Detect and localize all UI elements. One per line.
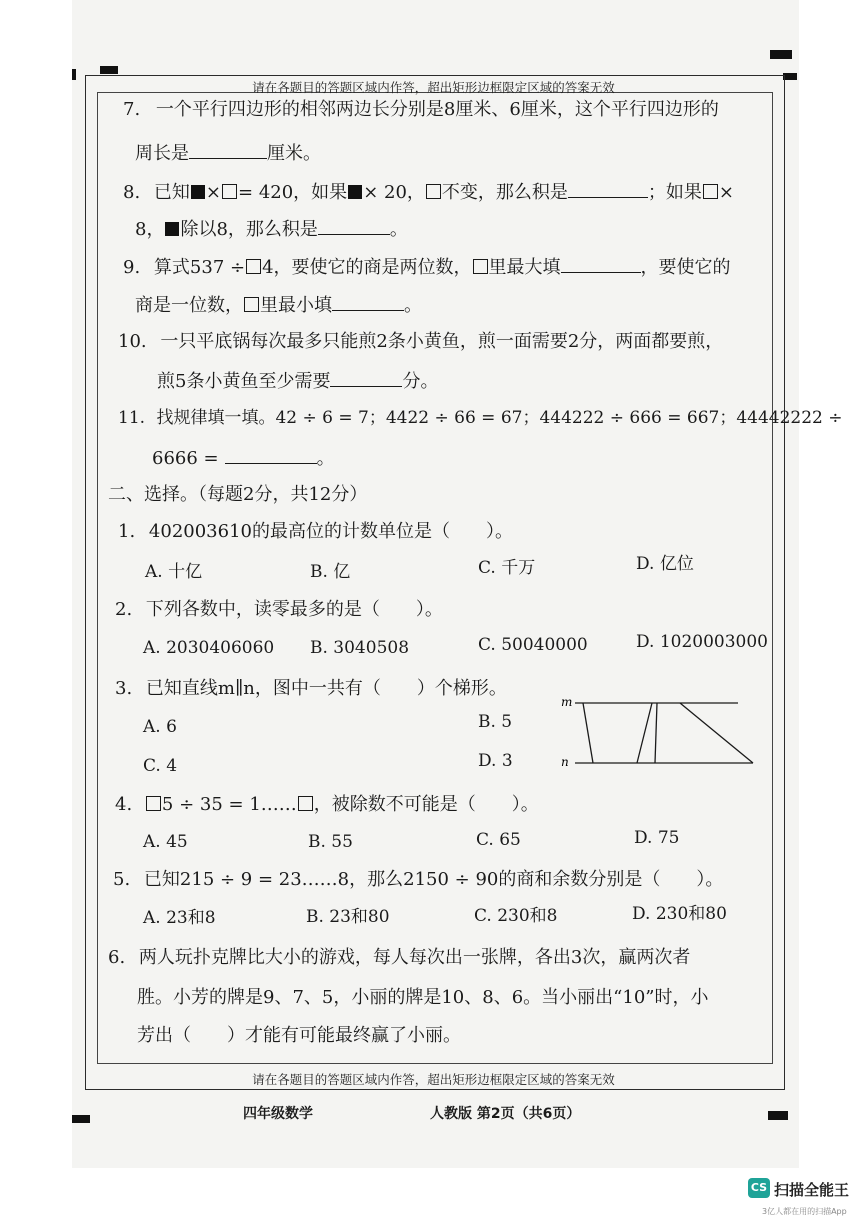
option-c[interactable]: C. 4	[143, 756, 178, 776]
option-d[interactable]: D. 亿位	[636, 554, 694, 574]
option-b[interactable]: B. 23和80	[306, 907, 390, 927]
question-8-line2	[135, 218, 408, 239]
choice-question-4	[115, 796, 539, 814]
question-text: 找规律填一填。42 ÷ 6 = 7；4422 ÷ 66 = 67；444222 ÷ 666 = 667；44442222 ÷	[156, 408, 843, 428]
question-text: ，要使它的	[640, 257, 731, 278]
option-d[interactable]: D. 75	[634, 828, 680, 848]
line-m-label: m	[561, 695, 573, 709]
answer-blank[interactable]	[318, 218, 390, 235]
footer-page: 人教版 第2页（共6页）	[430, 1106, 581, 1122]
option-a[interactable]: A. 23和8	[143, 908, 216, 928]
question-text: 分。	[402, 371, 439, 392]
choice-question-1	[118, 523, 513, 541]
question-text: 商是一位数，	[135, 295, 243, 316]
empty-square-symbol	[298, 796, 313, 811]
option-b[interactable]: B. 55	[308, 832, 353, 852]
question-number: 7.	[123, 99, 141, 120]
question-text: 一个平行四边形的相邻两边长分别是8厘米、6厘米，这个平行四边形的	[155, 99, 719, 120]
footer-subject: 四年级数学	[243, 1106, 313, 1122]
question-text: = 420，如果	[238, 182, 348, 203]
answer-blank[interactable]	[561, 256, 641, 273]
question-text: 已知215 ÷ 9 = 23……8，那么2150 ÷ 90的商和余数分别是（ ）。	[143, 869, 724, 890]
question-number: 6.	[108, 947, 126, 968]
question-number: 9.	[123, 257, 141, 278]
question-text: 8，	[135, 219, 165, 240]
option-d[interactable]: D. 1020003000	[636, 632, 768, 652]
question-text: 下列各数中，读零最多的是（ ）。	[145, 599, 443, 620]
question-text: 6666 =	[152, 448, 219, 469]
question-9-line2	[135, 294, 422, 315]
option-b[interactable]: B. 3040508	[310, 638, 410, 658]
option-a[interactable]: A. 2030406060	[143, 638, 275, 658]
question-text: ×	[205, 182, 222, 203]
option-c[interactable]: C. 230和8	[474, 906, 558, 926]
answer-blank[interactable]	[225, 447, 317, 464]
segment	[583, 703, 593, 763]
question-text: × 20，	[363, 182, 425, 203]
empty-square-symbol	[244, 297, 259, 312]
question-text: 5 ÷ 35 = 1……	[161, 794, 297, 815]
camscanner-name: 扫描全能王	[774, 1181, 850, 1199]
question-9	[123, 256, 731, 277]
question-text: 已知	[153, 182, 190, 203]
question-11	[118, 410, 843, 427]
question-text: ；如果	[647, 182, 702, 203]
choice-question-2	[115, 601, 443, 619]
segment	[655, 703, 657, 763]
choice-question-6	[108, 949, 690, 967]
question-text: ×	[718, 182, 734, 203]
question-text: 煎5条小黄鱼至少需要	[157, 371, 331, 392]
question-8	[123, 181, 734, 202]
question-number: 11.	[118, 408, 146, 428]
empty-square-symbol	[703, 184, 718, 199]
question-7-line2	[135, 142, 321, 163]
question-text: 4，要使它的商是两位数，	[262, 257, 472, 278]
question-number: 8.	[123, 182, 141, 203]
segment	[637, 703, 652, 763]
question-text: 里最小填	[260, 295, 332, 316]
empty-square-symbol	[222, 184, 237, 199]
alignment-mark	[770, 50, 792, 59]
question-text: 厘米。	[267, 143, 321, 164]
choice-question-5	[113, 871, 723, 889]
option-a[interactable]: A. 6	[143, 717, 177, 737]
option-b[interactable]: B. 5	[478, 712, 513, 732]
question-number: 4.	[115, 794, 133, 815]
alignment-mark	[100, 66, 118, 74]
question-10	[118, 333, 723, 351]
empty-square-symbol	[146, 796, 161, 811]
question-text: 一只平底锅每次最多只能煎2条小黄鱼，煎一面需要2分，两面都要煎，	[160, 331, 724, 352]
question-text: 。	[404, 295, 422, 316]
question-10-line2	[157, 370, 438, 391]
answer-blank[interactable]	[568, 181, 648, 198]
alignment-mark	[768, 1111, 788, 1120]
filled-square-symbol	[348, 185, 362, 199]
question-number: 1.	[118, 521, 136, 542]
option-c[interactable]: C. 50040000	[478, 635, 588, 655]
option-a[interactable]: A. 45	[143, 832, 188, 852]
answer-blank[interactable]	[332, 294, 404, 311]
question-text: 。	[316, 448, 335, 469]
section-title: 二、选择。（每题2分，共12分）	[108, 484, 368, 505]
question-text: 周长是	[135, 143, 189, 164]
choice-question-3	[115, 680, 507, 698]
question-text: 。	[389, 219, 408, 240]
question-text: 两人玩扑克牌比大小的游戏，每人每次出一张牌，各出3次，赢两次者	[138, 947, 691, 968]
question-text: ，被除数不可能是（ ）。	[313, 794, 539, 815]
empty-square-symbol	[473, 259, 488, 274]
top-notice: 请在各题目的答题区域内作答，超出矩形边框限定区域的答案无效	[252, 80, 615, 95]
trapezoid-figure	[555, 690, 760, 770]
question-text: 里最大填	[488, 257, 561, 278]
camscanner-tagline: 3亿人都在用的扫描App	[762, 1207, 847, 1216]
option-a[interactable]: A. 十亿	[145, 562, 203, 582]
empty-square-symbol	[246, 259, 261, 274]
option-d[interactable]: D. 3	[478, 751, 513, 771]
segment	[680, 703, 753, 763]
question-text: 已知直线m∥n，图中一共有（ ）个梯形。	[145, 678, 507, 699]
option-c[interactable]: C. 千万	[478, 558, 536, 578]
camscanner-logo-icon: CS	[748, 1178, 770, 1198]
choice-question-6-line3: 芳出（ ）才能有可能最终赢了小丽。	[137, 1025, 461, 1046]
question-number: 5.	[113, 869, 131, 890]
option-c[interactable]: C. 65	[476, 830, 521, 850]
question-number: 2.	[115, 599, 133, 620]
question-7	[123, 101, 719, 119]
option-b[interactable]: B. 亿	[310, 562, 351, 582]
question-text: 算式537 ÷	[153, 257, 246, 278]
bottom-notice: 请在各题目的答题区域内作答，超出矩形边框限定区域的答案无效	[252, 1072, 615, 1087]
line-n-label: n	[561, 755, 569, 769]
choice-question-6-line2: 胜。小芳的牌是9、7、5，小丽的牌是10、8、6。当小丽出“10”时，小	[137, 987, 709, 1008]
answer-blank[interactable]	[189, 142, 267, 159]
answer-blank[interactable]	[330, 370, 402, 387]
question-text: 不变，那么积是	[441, 182, 568, 203]
filled-square-symbol	[165, 222, 179, 236]
question-text: 402003610的最高位的计数单位是（ ）。	[148, 521, 513, 542]
question-text: 除以8，那么积是	[180, 219, 318, 240]
question-number: 10.	[118, 331, 147, 352]
question-number: 3.	[115, 678, 133, 699]
filled-square-symbol	[191, 185, 205, 199]
empty-square-symbol	[426, 184, 441, 199]
question-11-line2	[152, 447, 335, 468]
option-d[interactable]: D. 230和80	[632, 904, 727, 924]
alignment-mark	[72, 1115, 90, 1123]
